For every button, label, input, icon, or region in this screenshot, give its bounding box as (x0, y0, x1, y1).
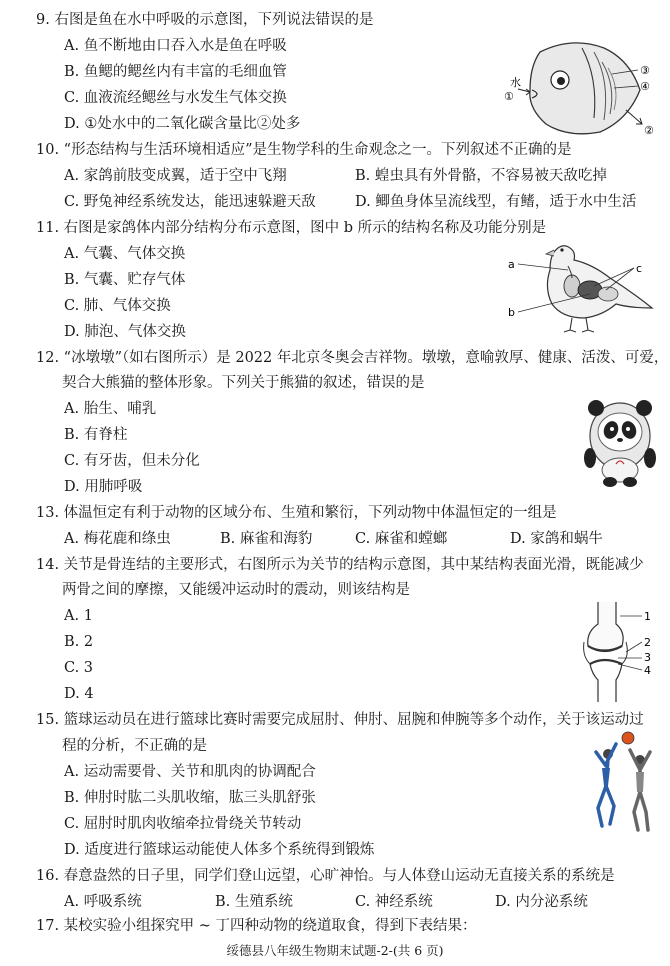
question-13-option-c: C. 麻雀和螳螂 (355, 531, 448, 547)
question-10-option-b: B. 蝗虫具有外骨骼，不容易被天敌吃掉 (355, 168, 607, 184)
joint-label-2: 2 (644, 636, 651, 649)
page-footer: 绥德县八年级生物期末试题-2-(共 6 页) (226, 943, 444, 958)
basketball-players-figure (586, 730, 662, 834)
bing-dwen-dwen-figure (582, 396, 658, 488)
joint-figure (576, 602, 658, 702)
question-11-option-b: B. 气囊、贮存气体 (64, 272, 186, 288)
question-10-option-a: A. 家鸽前肢变成翼，适于空中飞翔 (64, 168, 287, 184)
joint-label-1: 1 (644, 610, 651, 623)
question-15-option-d: D. 适度进行篮球运动能使人体多个系统得到锻炼 (64, 842, 375, 858)
question-16-stem: 16. 春意盎然的日子里，同学们登山远望，心旷神怡。与人体登山运动无直接关系的系统是 (36, 868, 615, 884)
question-12-stem-continued: 契合大熊猫的整体形象。下列关于熊猫的叙述，错误的是 (62, 375, 425, 391)
question-11-stem: 11. 右图是家鸽体内部分结构分布示意图，图中 b 所示的结构名称及功能分别是 (36, 220, 547, 236)
question-14-option-c: C. 3 (64, 660, 94, 676)
question-11-option-d: D. 肺泡、气体交换 (64, 324, 186, 340)
question-13-option-b: B. 麻雀和海豹 (220, 531, 313, 547)
question-16-option-a: A. 呼吸系统 (64, 894, 142, 910)
question-9-option-b: B. 鱼鳃的鳃丝内有丰富的毛细血管 (64, 64, 287, 80)
fish-label-water: 水 (510, 76, 521, 89)
question-15-option-c: C. 屈肘时肌肉收缩牵拉骨绕关节转动 (64, 816, 302, 832)
question-12-option-c: C. 有牙齿，但未分化 (64, 453, 200, 469)
fish-label-1: ① (504, 90, 514, 103)
question-13-option-a: A. 梅花鹿和绦虫 (64, 531, 171, 547)
question-9-option-c: C. 血液流经鳃丝与水发生气体交换 (64, 90, 287, 106)
question-14-stem: 14. 关节是骨连结的主要形式，右图所示为关节的结构示意图，其中某结构表面光滑，既能减少 (36, 557, 644, 573)
question-9-option-a: A. 鱼不断地由口吞入水是鱼在呼吸 (64, 38, 287, 54)
question-13-option-d: D. 家鸽和蜗牛 (510, 531, 603, 547)
fish-label-2: ② (644, 124, 654, 137)
question-12-option-b: B. 有脊柱 (64, 427, 128, 443)
question-16-option-d: D. 内分泌系统 (495, 894, 588, 910)
fish-label-3: ③ (640, 64, 650, 77)
pigeon-label-c: c (636, 262, 643, 275)
fish-gill-figure (502, 34, 662, 138)
question-15-option-a: A. 运动需要骨、关节和肌肉的协调配合 (64, 764, 316, 780)
question-11-option-c: C. 肺、气体交换 (64, 298, 171, 314)
question-9-stem: 9. 右图是鱼在水中呼吸的示意图，下列说法错误的是 (36, 12, 374, 28)
question-15-stem-continued: 程的分析，不正确的是 (62, 738, 207, 754)
joint-label-3: 3 (644, 651, 651, 664)
question-12-option-d: D. 用肺呼吸 (64, 479, 143, 495)
question-12-stem: 12. “冰墩墩”（如右图所示）是 2022 年北京冬奥会吉祥物。墩墩，意喻敦厚、健康、活泼、可爱， (36, 350, 669, 366)
question-10-option-c: C. 野兔神经系统发达，能迅速躲避天敌 (64, 194, 316, 210)
question-15-stem: 15. 篮球运动员在进行篮球比赛时需要完成屈肘、伸肘、屈腕和伸腕等多个动作，关于该运动过 (36, 712, 644, 728)
pigeon-label-a: a (508, 258, 515, 271)
question-14-stem-continued: 两骨之间的摩擦，又能缓冲运动时的震动，则该结构是 (62, 582, 410, 598)
question-14-option-a: A. 1 (64, 608, 93, 624)
question-16-option-b: B. 生殖系统 (215, 894, 293, 910)
question-15-option-b: B. 伸肘时肱二头肌收缩，肱三头肌舒张 (64, 790, 316, 806)
pigeon-figure (506, 238, 656, 334)
question-13-stem: 13. 体温恒定有利于动物的区域分布、生殖和繁衍，下列动物中体温恒定的一组是 (36, 505, 557, 521)
question-14-option-b: B. 2 (64, 634, 94, 650)
joint-label-4: 4 (644, 664, 651, 677)
pigeon-label-b: b (508, 306, 515, 319)
fish-label-4: ④ (640, 80, 650, 93)
question-16-option-c: C. 神经系统 (355, 894, 433, 910)
question-9-option-d: D. ①处水中的二氧化碳含量比②处多 (64, 116, 301, 132)
question-10-option-d: D. 鲫鱼身体呈流线型，有鳍，适于水中生活 (355, 194, 637, 210)
question-11-option-a: A. 气囊、气体交换 (64, 246, 186, 262)
question-17-stem: 17. 某校实验小组探究甲 ~ 丁四种动物的绕道取食，得到下表结果： (36, 918, 477, 934)
question-10-stem: 10. “形态结构与生活环境相适应”是生物学科的生命观念之一。下列叙述不正确的是 (36, 142, 572, 158)
question-12-option-a: A. 胎生、哺乳 (64, 401, 157, 417)
question-14-option-d: D. 4 (64, 686, 94, 702)
